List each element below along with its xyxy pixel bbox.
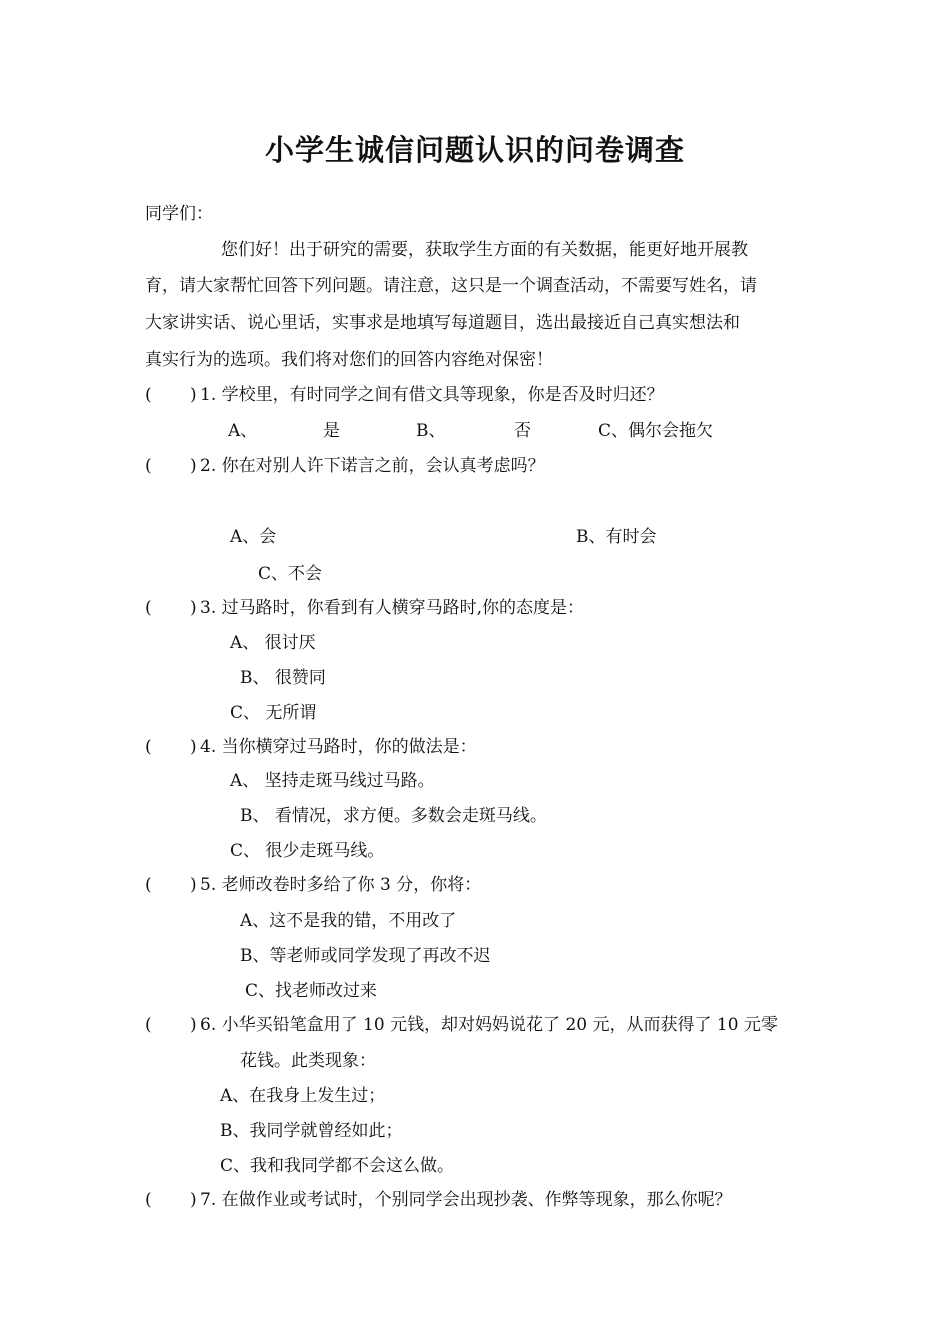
question-text: 7. 在做作业或考试时，个别同学会出现抄袭、作弊等现象，那么你呢？ bbox=[200, 1190, 732, 1210]
option-b-text: 否 bbox=[514, 421, 531, 441]
question-text: 5. 老师改卷时多给了你 3 分，你将： bbox=[200, 875, 482, 895]
option-b: B、我同学就曾经如此； bbox=[220, 1121, 403, 1141]
option-c: C、找老师改过来 bbox=[245, 981, 378, 1001]
option-b: B、有时会 bbox=[576, 527, 657, 547]
option-c: C、不会 bbox=[258, 564, 323, 584]
option-a-label: A、 bbox=[228, 421, 258, 441]
option-b-label: B、 bbox=[416, 421, 446, 441]
option-c: C、 很少走斑马线。 bbox=[230, 841, 385, 861]
answer-bracket-close: ) bbox=[190, 598, 197, 618]
answer-bracket-close: ) bbox=[190, 1190, 197, 1210]
answer-bracket-close: ) bbox=[190, 385, 197, 405]
question-text: 6. 小华买铅笔盒用了 10 元钱，却对妈妈说花了 20 元，从而获得了 10 元零 bbox=[200, 1015, 778, 1035]
answer-bracket-open[interactable]: ( bbox=[145, 456, 152, 476]
intro-line-3: 大家讲实话、说心里话，实事求是地填写每道题目，选出最接近自己真实想法和 bbox=[145, 313, 740, 333]
option-a: A、会 bbox=[230, 527, 277, 547]
answer-bracket-open[interactable]: ( bbox=[145, 737, 152, 757]
option-c: C、 无所谓 bbox=[230, 703, 317, 723]
answer-bracket-close: ) bbox=[190, 737, 197, 757]
question-text: 1. 学校里，有时同学之间有借文具等现象，你是否及时归还？ bbox=[200, 385, 664, 405]
intro-line-4: 真实行为的选项。我们将对您们的回答内容绝对保密！ bbox=[145, 350, 553, 370]
answer-bracket-open[interactable]: ( bbox=[145, 1015, 152, 1035]
option-b: B、 看情况，求方便。多数会走斑马线。 bbox=[240, 806, 547, 826]
option-b: B、 很赞同 bbox=[240, 668, 326, 688]
option-a: A、 很讨厌 bbox=[230, 633, 316, 653]
option-a: A、这不是我的错，不用改了 bbox=[240, 911, 457, 931]
question-text: 2. 你在对别人许下诺言之前，会认真考虑吗？ bbox=[200, 456, 545, 476]
page-title: 小学生诚信问题认识的问卷调查 bbox=[264, 133, 685, 167]
greeting: 同学们： bbox=[145, 204, 213, 224]
answer-bracket-open[interactable]: ( bbox=[145, 875, 152, 895]
option-a-text: 是 bbox=[323, 421, 340, 441]
answer-bracket-open[interactable]: ( bbox=[145, 1190, 152, 1210]
answer-bracket-open[interactable]: ( bbox=[145, 385, 152, 405]
question-text: 3. 过马路时，你看到有人横穿马路时,你的态度是： bbox=[200, 598, 585, 618]
answer-bracket-close: ) bbox=[190, 456, 197, 476]
question-text-continued: 花钱。此类现象： bbox=[240, 1051, 376, 1071]
intro-line-2: 育，请大家帮忙回答下列问题。请注意，这只是一个调查活动，不需要写姓名，请 bbox=[145, 276, 757, 296]
answer-bracket-open[interactable]: ( bbox=[145, 598, 152, 618]
answer-bracket-close: ) bbox=[190, 875, 197, 895]
option-b: B、等老师或同学发现了再改不迟 bbox=[240, 946, 491, 966]
option-c: C、我和我同学都不会这么做。 bbox=[220, 1156, 455, 1176]
option-c: C、偶尔会拖欠 bbox=[598, 421, 714, 441]
option-a: A、 坚持走斑马线过马路。 bbox=[230, 771, 435, 791]
intro-line-1: 您们好！出于研究的需要，获取学生方面的有关数据，能更好地开展教 bbox=[221, 240, 748, 260]
option-a: A、在我身上发生过； bbox=[220, 1086, 386, 1106]
answer-bracket-close: ) bbox=[190, 1015, 197, 1035]
question-text: 4. 当你横穿过马路时，你的做法是： bbox=[200, 737, 477, 757]
